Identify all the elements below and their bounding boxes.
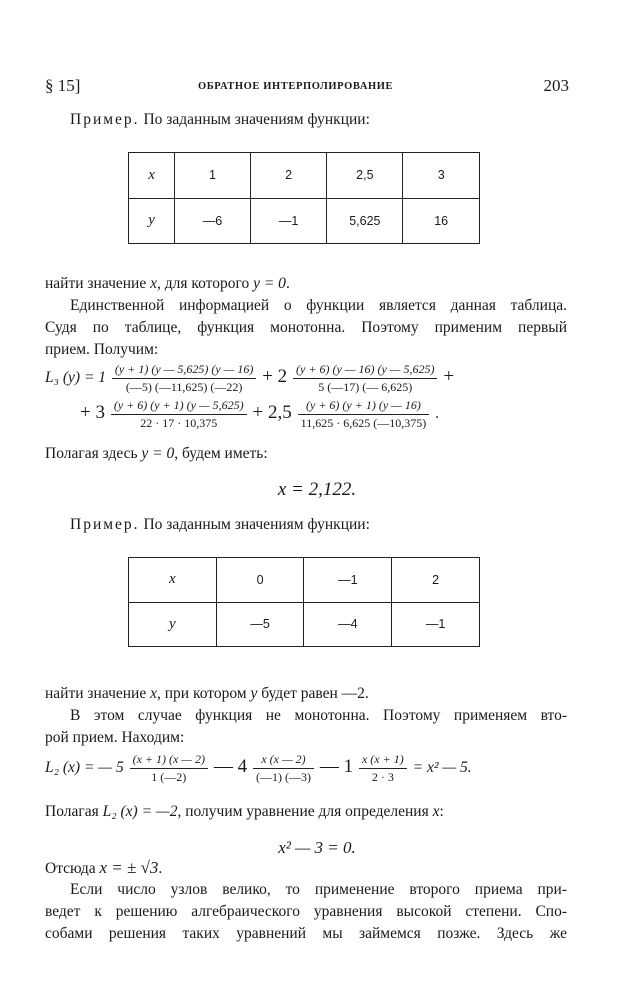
- fraction: [112, 362, 256, 395]
- table-row-x: [129, 153, 480, 199]
- example1-intro: [70, 110, 567, 130]
- coefficient: + 2,5: [252, 402, 292, 424]
- table-cell: 0: [216, 558, 304, 603]
- text: , получим уравнение для определения: [177, 803, 433, 820]
- math-value: —2: [341, 685, 365, 702]
- table-cell: —6: [175, 198, 251, 244]
- example2-table: [128, 557, 480, 647]
- paragraph-line: собами решения таких уравнений мы займемся позже. Здесь же: [45, 925, 567, 942]
- table-label-y: y: [129, 198, 175, 244]
- paragraph-line: ведет к решению алгебраического уравнения высокой степени. Спо-: [45, 903, 567, 920]
- page-number: 203: [543, 76, 569, 95]
- quadratic-equation: x² — 3 = 0.: [278, 838, 356, 857]
- fraction: [298, 398, 430, 431]
- lagrange-formula-1-line1: [45, 362, 454, 395]
- table-cell: —5: [216, 602, 304, 647]
- plus-sign: +: [443, 366, 455, 388]
- table-row-y: [129, 198, 480, 244]
- text: , для которого: [157, 275, 254, 292]
- text: .: [158, 860, 163, 877]
- example2-hence: [45, 858, 567, 879]
- table-label-x: x: [129, 558, 217, 603]
- paragraph-line: прием. Получим:: [45, 341, 159, 358]
- math-expr: y = 0: [141, 445, 175, 462]
- formula-lhs: L₂ (x) = — 5: [45, 759, 124, 777]
- text: найти значение: [45, 685, 151, 702]
- example2-setting: [45, 802, 567, 822]
- table-cell: 5,625: [327, 198, 403, 244]
- table-cell: 2,5: [327, 153, 403, 199]
- text: Полагая здесь: [45, 445, 142, 462]
- example1-task: [45, 274, 567, 294]
- math-expr: y = 0: [253, 275, 286, 292]
- text: Отсюда: [45, 860, 100, 877]
- paragraph-line: В этом случае функция не монотонна. Поэтому применяем вто-: [70, 707, 567, 724]
- example2-task: [45, 684, 567, 704]
- fraction: [111, 398, 247, 431]
- paragraph-line: Судя по таблице, функция монотонна. Поэтому применим первый: [45, 319, 567, 336]
- coefficient: + 2: [262, 366, 288, 388]
- formula-lhs: L₃ (y) = 1: [45, 369, 107, 387]
- math-var: x: [432, 803, 440, 820]
- coefficient: — 1: [319, 756, 354, 778]
- table-cell: 16: [403, 198, 480, 244]
- table-cell: —1: [392, 602, 480, 647]
- text: будет равен: [257, 685, 342, 702]
- text: :: [439, 803, 444, 820]
- numerator: (x + 1) (x — 2): [130, 752, 208, 769]
- table-cell: —4: [304, 602, 392, 647]
- denominator: 5 (—17) (— 6,625): [318, 380, 413, 394]
- fraction: [253, 752, 314, 785]
- text: , будем иметь:: [174, 445, 268, 462]
- denominator: 11,625 · 6,625 (—10,375): [300, 416, 427, 430]
- table-label-x: x: [129, 153, 175, 199]
- coefficient: + 3: [80, 402, 105, 424]
- denominator: 1 (—2): [151, 770, 187, 784]
- text: , при котором: [157, 685, 251, 702]
- text: найти значение: [45, 275, 151, 292]
- numerator: (y + 6) (y — 16) (y — 5,625): [293, 362, 437, 379]
- example1-setting: [45, 444, 567, 464]
- numerator: (y + 6) (y + 1) (y — 5,625): [111, 398, 247, 415]
- paragraph-line: Единственной информацией о функции является данная таблица.: [70, 297, 567, 314]
- fraction: [359, 752, 407, 785]
- numerator: x (x + 1): [359, 752, 407, 769]
- text: .: [285, 275, 290, 292]
- table-label-y: y: [129, 602, 217, 647]
- example2-intro-text: По заданным значениям функции:: [143, 516, 370, 533]
- example1-intro-text: По заданным значениям функции:: [143, 111, 370, 128]
- table-cell: 2: [392, 558, 480, 603]
- example1-heading: Пример.: [70, 111, 140, 128]
- table-cell: 1: [175, 153, 251, 199]
- math-var: x: [150, 275, 157, 292]
- math-var: y: [250, 685, 258, 702]
- example2-heading: Пример.: [70, 516, 140, 533]
- numerator: (y + 6) (y + 1) (y — 16): [298, 398, 430, 415]
- denominator: (—1) (—3): [256, 770, 311, 784]
- lagrange-formula-1-line2: [80, 398, 439, 431]
- table-cell: —1: [250, 198, 327, 244]
- text: Полагая: [45, 803, 103, 820]
- fraction: [130, 752, 208, 785]
- example1-table: [128, 152, 480, 244]
- example1-result: x = 2,122.: [277, 479, 357, 500]
- paragraph-line: Если число узлов велико, то применение второго приема при-: [70, 881, 567, 898]
- paragraph-line: рой прием. Находим:: [45, 729, 185, 746]
- table-row-x: [129, 558, 480, 603]
- formula-rhs: = x² — 5.: [412, 759, 472, 777]
- denominator: 2 · 3: [371, 770, 394, 784]
- text: .: [364, 685, 369, 702]
- table-cell: —1: [304, 558, 392, 603]
- math-var: x: [150, 685, 157, 702]
- fraction: [293, 362, 437, 395]
- period: .: [435, 405, 439, 423]
- numerator: (y + 1) (y — 5,625) (y — 16): [112, 362, 256, 379]
- example2-intro: [70, 515, 567, 535]
- table-cell: 2: [250, 153, 327, 199]
- section-number: § 15]: [45, 76, 81, 95]
- math-expr: x = ± √3: [99, 858, 159, 877]
- denominator: (—5) (—11,625) (—22): [125, 380, 243, 394]
- lagrange-formula-2: [45, 752, 472, 785]
- denominator: 22 · 17 · 10,375: [140, 416, 218, 430]
- running-title: ОБРАТНОЕ ИНТЕРПОЛИРОВАНИЕ: [198, 81, 394, 92]
- numerator: x (x — 2): [253, 752, 314, 769]
- table-row-y: [129, 602, 480, 647]
- coefficient: — 4: [213, 756, 248, 778]
- math-expr: L₂ (x) = —2: [102, 803, 178, 820]
- table-cell: 3: [403, 153, 480, 199]
